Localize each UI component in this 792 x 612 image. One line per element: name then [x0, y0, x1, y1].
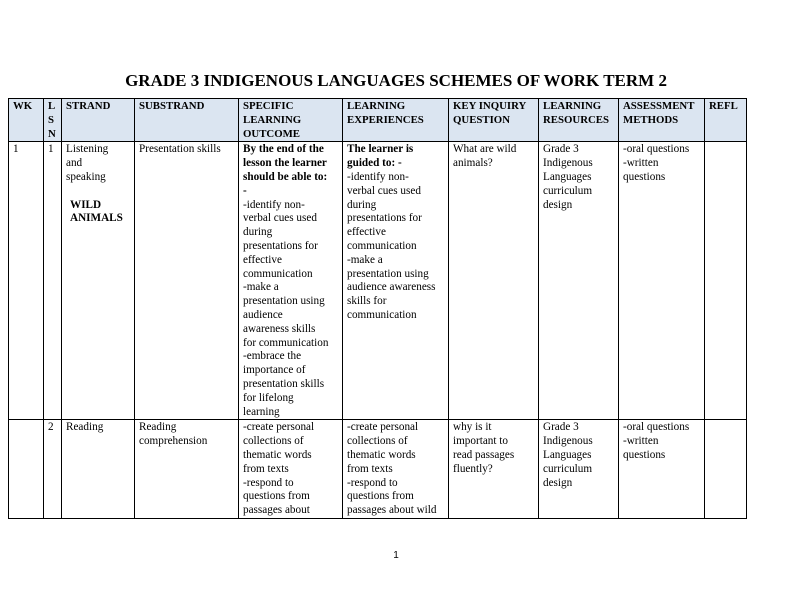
document-title: GRADE 3 INDIGENOUS LANGUAGES SCHEMES OF WORK TERM 2 — [125, 71, 667, 90]
cell-refl — [705, 420, 747, 519]
cell-question: What are wild animals? — [449, 142, 539, 420]
page-number: 1 — [393, 550, 399, 561]
header-row — [9, 99, 747, 142]
cell-experiences: -create personal collections of thematic words from texts -respond to questions from passages about wild — [343, 420, 449, 519]
experiences-text: -identify non- verbal cues used during presentations for effective communication -make a presentation using audience awareness skills for communication — [347, 170, 436, 321]
cell-wk — [9, 420, 44, 519]
cell-question: why is it important to read passages fluently? — [449, 420, 539, 519]
header-strand: STRAND — [62, 99, 135, 142]
cell-wk: 1 — [9, 142, 44, 420]
cell-refl — [705, 142, 747, 420]
header-assessment: ASSESSMENT METHODS — [619, 99, 705, 142]
experiences-intro: The learner is guided to: - — [347, 143, 414, 170]
header-experiences: LEARNING EXPERIENCES — [343, 99, 449, 142]
header-substrand: SUBSTRAND — [135, 99, 239, 142]
header-refl: REFL — [705, 99, 747, 142]
cell-assessment: -oral questions -written questions — [619, 420, 705, 519]
cell-lsn: 2 — [44, 420, 62, 519]
cell-resources: Grade 3 Indigenous Languages curriculum design — [539, 420, 619, 519]
cell-strand — [62, 142, 135, 420]
header-resources: LEARNING RESOURCES — [539, 99, 619, 142]
strand-topic: WILD ANIMALS — [70, 198, 123, 225]
cell-experiences — [343, 142, 449, 420]
header-wk: WK — [9, 99, 44, 142]
outcome-text: -identify non- verbal cues used during presentations for effective communication -make a presentation using audience awareness skills for communication -embrace the importance of presentation skills for lifelong learning — [243, 198, 329, 418]
table-row — [9, 142, 747, 420]
header-outcome: SPECIFIC LEARNING OUTCOME — [239, 99, 343, 142]
cell-outcome — [239, 142, 343, 420]
outcome-intro: By the end of the lesson the learner should be able to: - — [243, 143, 328, 197]
table-row — [9, 420, 747, 519]
cell-assessment: -oral questions -written questions — [619, 142, 705, 420]
header-lsn: L S N — [44, 99, 62, 142]
scheme-of-work-table — [8, 98, 747, 519]
cell-substrand: Reading comprehension — [135, 420, 239, 519]
cell-strand: Reading — [62, 420, 135, 519]
header-question: KEY INQUIRY QUESTION — [449, 99, 539, 142]
strand-text: Listening and speaking — [66, 143, 109, 183]
cell-outcome: -create personal collections of thematic words from texts -respond to questions from passages about — [239, 420, 343, 519]
cell-lsn: 1 — [44, 142, 62, 420]
cell-substrand: Presentation skills — [135, 142, 239, 420]
cell-resources: Grade 3 Indigenous Languages curriculum design — [539, 142, 619, 420]
